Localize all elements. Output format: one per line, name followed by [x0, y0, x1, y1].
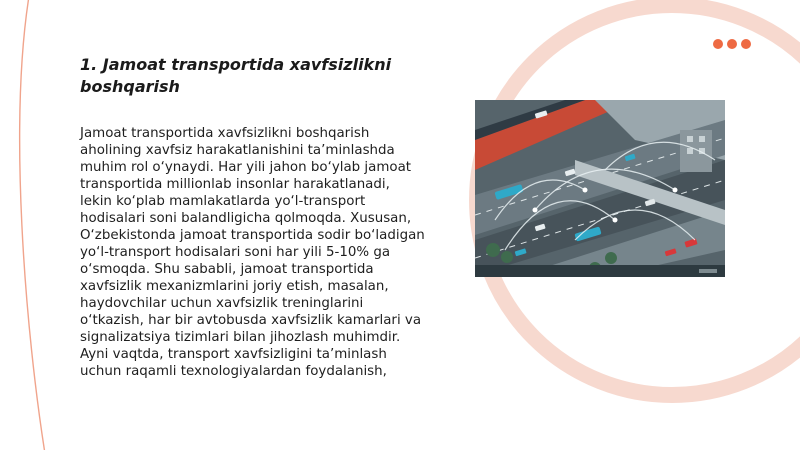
dot-icon: [713, 39, 723, 49]
slide-title: 1. Jamoat transportida xavfsizlikni boshqarish: [80, 55, 392, 96]
menu-dots: [713, 39, 751, 49]
traffic-illustration-image: [475, 100, 725, 277]
dot-icon: [741, 39, 751, 49]
thin-arc-line: [20, 0, 46, 450]
slide-body-text: Jamoat transportida xavfsizlikni boshqarish aholining xavfsiz harakatlanishini ta’minlashda muhim rol o‘ynaydi. Har yili jahon bo‘ylab jamoat transportida millionlab insonlar harakatlanadi, lekin ko‘plab mamlakatlarda yo‘l-transport hodisalari soni balandligicha qolmoqda. Xususan, O‘zbekistonda jamoat transportida sodir bo‘ladigan yo‘l-transport hodisalari soni har yili 5-10% ga o‘smoqda. Shu sababli, jamoat transportida xavfsizlik mexanizmlarini joriy etish, masalan, haydovchilar uchun xavfsizlik treninglarini o‘tkazish, har bir avtobusda xavfsizlik kamarlari va signalizatsiya tizimlari bilan jihozlash muhimdir. Ayni vaqtda, transport xavfsizligini ta’minlash uchun raqamli texnologiyalardan foydalanish,: [80, 126, 425, 379]
dot-icon: [727, 39, 737, 49]
